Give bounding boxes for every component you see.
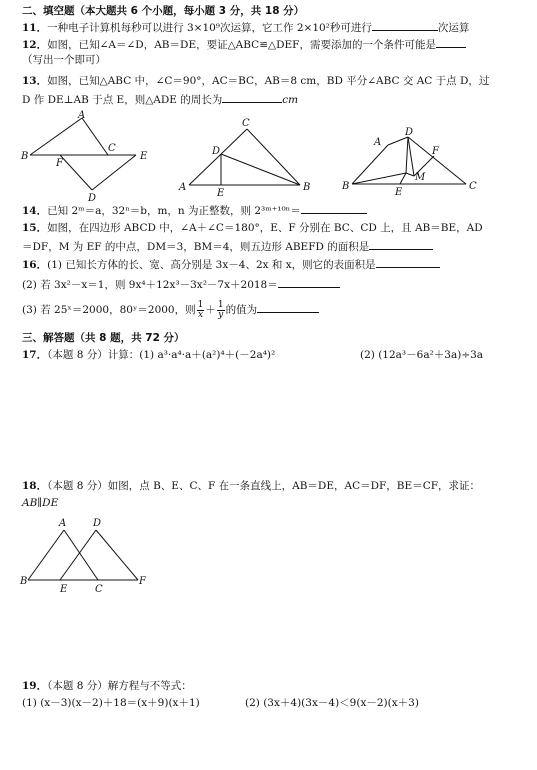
- question-tail: 次运算: [437, 22, 470, 34]
- label-D: D: [93, 518, 102, 529]
- question-15: [22, 221, 483, 235]
- question-17: [22, 348, 275, 362]
- question-number: 14．: [22, 205, 48, 217]
- fraction-1-over-x: $\frac{1}{x}$: [197, 299, 204, 320]
- question-number: 11．: [22, 22, 48, 34]
- label-E: E: [60, 584, 68, 595]
- question-text: (3) 若 25ˣ＝2000，80ʸ＝2000，则: [22, 304, 196, 316]
- question-16-part1: [22, 257, 440, 272]
- question-14: [22, 203, 367, 218]
- question-text: (2) 若 3x²－x＝1，则 9x⁴＋12x³－3x²－7x＋2018＝: [22, 279, 278, 291]
- label-C: C: [469, 181, 477, 192]
- answer-blank[interactable]: [222, 92, 282, 103]
- figure-quadrilateral-abcd: [338, 121, 486, 201]
- label-F: F: [432, 146, 439, 157]
- question-text: 如图，已知∠A＝∠D，AB＝DE，要证△ABC≌△DEF，需要添加的一个条件可能是: [47, 39, 436, 51]
- label-F: F: [139, 576, 146, 587]
- label-E: E: [217, 188, 225, 198]
- question-12-line2: （写出一个即可）: [22, 54, 106, 66]
- answer-blank[interactable]: [372, 20, 438, 31]
- question-16-part2: [22, 277, 340, 292]
- answer-blank[interactable]: [278, 277, 340, 288]
- question-19-part1: (1) (x－3)(x－2)＋18＝(x＋9)(x＋1): [22, 697, 200, 709]
- label-D: D: [88, 193, 97, 202]
- label-D: D: [405, 127, 414, 138]
- question-number: 13．: [22, 75, 48, 87]
- question-text: 已知 2ᵐ＝a，32ⁿ＝b，m，n 为正整数，则 2³ᵐ⁺¹⁰ⁿ＝: [47, 205, 301, 217]
- label-B: B: [20, 576, 28, 587]
- figure-triangles-abf-dec: [18, 110, 158, 202]
- question-number: 15．: [22, 222, 48, 234]
- label-C: C: [95, 584, 103, 595]
- question-17-part2: (2) (12a³－6a²＋3a)÷3a: [360, 349, 484, 361]
- label-F: F: [56, 158, 63, 169]
- question-13: [22, 74, 489, 88]
- question-number: 17．: [22, 349, 48, 361]
- figure-right-triangle-abc: [175, 114, 315, 198]
- question-11: [22, 20, 469, 35]
- question-text: D 作 DE⊥AB 于点 E，则△ADE 的周长为: [22, 94, 223, 106]
- question-text: 一种电子计算机每秒可以进行 3×10⁹次运算，它工作 2×10²秒可进行: [47, 22, 372, 34]
- label-C: C: [108, 143, 116, 154]
- question-text: （本题 8 分）计算：(1) a³·a⁴·a＋(a²)⁴＋(－2a⁴)²: [47, 349, 276, 361]
- label-E: E: [395, 187, 403, 198]
- question-text: 如图，在四边形 ABCD 中，∠A＋∠C＝180°，E、F 分别在 BC、CD 上，且 AB＝BE，AD: [47, 222, 483, 234]
- question-12: [22, 37, 466, 52]
- question-text: 如图，已知△ABC 中，∠C＝90°，AC＝BC，AB＝8 cm，BD 平分∠ABC 交 AC 于点 D，过: [47, 75, 490, 87]
- question-number: 19．: [22, 680, 48, 692]
- plus-sign: ＋: [205, 304, 216, 316]
- question-text: ＝DF，M 为 EF 的中点，DM＝3，BM＝4，则五边形 ABEFD 的面积是: [22, 241, 370, 253]
- figure-triangles-abc-def: [18, 514, 158, 596]
- unit: cm: [282, 94, 299, 106]
- question-text: 的值为: [225, 304, 258, 316]
- answer-blank[interactable]: [369, 239, 433, 250]
- section-3-title: 三、解答题（共 8 题，共 72 分）: [22, 332, 185, 344]
- label-B: B: [342, 181, 350, 192]
- question-number: 16．: [22, 259, 48, 271]
- section-2-title: 二、填空题（本大题共 6 个小题，每小题 3 分，共 18 分）: [22, 5, 305, 17]
- question-15-line2: [22, 239, 433, 254]
- question-18: [22, 479, 480, 493]
- fraction-1-over-y: $\frac{1}{y}$: [217, 299, 224, 320]
- question-18-line2: AB∥DE: [22, 497, 59, 509]
- question-19: [22, 679, 192, 693]
- label-A: A: [374, 137, 382, 148]
- question-19-part2: (2) (3x＋4)(3x－4)＜9(x－2)(x＋3): [245, 697, 419, 709]
- label-A: A: [179, 182, 187, 193]
- answer-blank[interactable]: [257, 302, 319, 313]
- label-E: E: [140, 151, 148, 162]
- label-B: B: [303, 182, 311, 193]
- question-text: （本题 8 分）解方程与不等式：: [47, 680, 192, 692]
- label-A: A: [78, 110, 86, 121]
- label-A: A: [59, 518, 67, 529]
- question-text: (1) 已知长方体的长、宽、高分别是 3x－4、2x 和 x，则它的表面积是: [47, 259, 376, 271]
- question-text: （本题 8 分）如图，点 B、E、C、F 在一条直线上，AB＝DE，AC＝DF，BE＝CF，求证：: [47, 480, 481, 492]
- question-number: 12．: [22, 39, 48, 51]
- answer-blank[interactable]: [436, 37, 466, 48]
- label-M: M: [415, 172, 426, 183]
- answer-blank[interactable]: [376, 257, 440, 268]
- label-B: B: [21, 151, 29, 162]
- question-13-line2: [22, 92, 298, 107]
- label-D: D: [212, 146, 221, 157]
- question-16-part3: [22, 299, 319, 321]
- answer-blank[interactable]: [301, 203, 367, 214]
- label-C: C: [242, 118, 250, 129]
- question-number: 18．: [22, 480, 48, 492]
